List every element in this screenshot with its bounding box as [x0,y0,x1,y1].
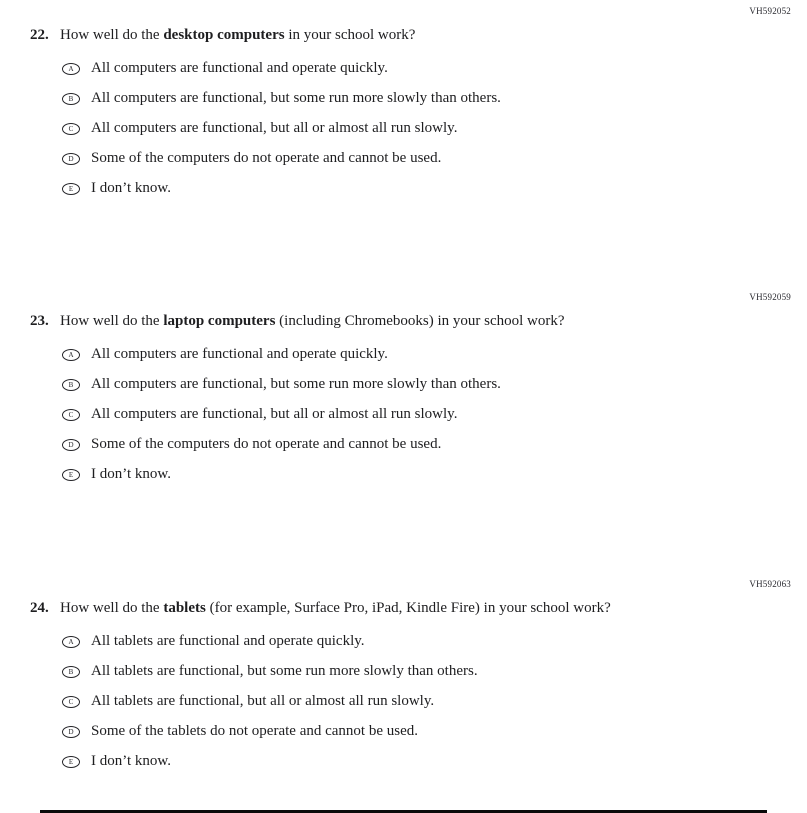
option-bubble-icon[interactable]: C [62,409,80,421]
option-label: Some of the computers do not operate and cannot be used. [91,436,442,452]
options-list [62,345,807,484]
option-bubble-icon[interactable]: E [62,756,80,768]
option-label: All computers are functional and operate quickly. [91,346,388,362]
option-label: Some of the tablets do not operate and cannot be used. [91,723,418,739]
option-bubble-icon[interactable]: B [62,93,80,105]
question-prompt-row [0,26,807,45]
prompt-bold: desktop computers [163,27,285,43]
answer-option-a[interactable] [62,345,807,364]
question-number: 22. [30,27,49,43]
option-bubble-icon[interactable]: D [62,153,80,165]
options-list [62,59,807,198]
prompt-post: in your school work? [284,27,416,43]
option-bubble-icon[interactable]: E [62,469,80,481]
question-prompt-row [0,599,807,618]
answer-option-e[interactable] [62,179,807,198]
question-text [60,599,611,618]
option-bubble-icon[interactable]: B [62,666,80,678]
option-label: All tablets are functional and operate quickly. [91,633,365,649]
question-22 [0,5,807,209]
option-bubble-icon[interactable]: C [62,123,80,135]
option-bubble-icon[interactable]: D [62,439,80,451]
question-prompt-row [0,312,807,331]
question-number: 24. [30,600,49,616]
answer-option-e[interactable] [62,465,807,484]
question-24 [0,578,807,782]
options-list [62,632,807,771]
option-label: All tablets are functional, but some run more slowly than others. [91,663,478,679]
answer-option-d[interactable] [62,149,807,168]
answer-option-c[interactable] [62,405,807,424]
answer-option-a[interactable] [62,632,807,651]
option-label: I don’t know. [91,753,171,769]
option-label: I don’t know. [91,180,171,196]
item-code: VH592063 [749,579,791,589]
answer-option-d[interactable] [62,435,807,454]
option-bubble-icon[interactable]: B [62,379,80,391]
item-code: VH592052 [749,6,791,16]
option-label: All tablets are functional, but all or almost all run slowly. [91,693,435,709]
answer-option-c[interactable] [62,692,807,711]
answer-option-b[interactable] [62,89,807,108]
option-bubble-icon[interactable]: E [62,183,80,195]
item-code: VH592059 [749,292,791,302]
answer-option-b[interactable] [62,375,807,394]
answer-option-d[interactable] [62,722,807,741]
option-label: All computers are functional, but some run more slowly than others. [91,376,501,392]
option-label: All computers are functional, but some run more slowly than others. [91,90,501,106]
answer-option-b[interactable] [62,662,807,681]
prompt-bold: tablets [163,600,206,616]
option-bubble-icon[interactable]: D [62,726,80,738]
option-label: All computers are functional and operate quickly. [91,60,388,76]
option-label: I don’t know. [91,466,171,482]
prompt-pre: How well do the [60,27,164,43]
option-bubble-icon[interactable]: C [62,696,80,708]
prompt-pre: How well do the [60,313,164,329]
prompt-bold: laptop computers [163,313,276,329]
answer-option-e[interactable] [62,752,807,771]
option-label: All computers are functional, but all or almost all run slowly. [91,120,458,136]
prompt-post: (including Chromebooks) in your school work? [275,313,565,329]
question-number: 23. [30,313,49,329]
answer-option-a[interactable] [62,59,807,78]
prompt-pre: How well do the [60,600,164,616]
question-23 [0,291,807,495]
option-bubble-icon[interactable]: A [62,349,80,361]
option-bubble-icon[interactable]: A [62,63,80,75]
option-label: Some of the computers do not operate and cannot be used. [91,150,442,166]
option-label: All computers are functional, but all or almost all run slowly. [91,406,458,422]
answer-option-c[interactable] [62,119,807,138]
prompt-post: (for example, Surface Pro, iPad, Kindle Fire) in your school work? [205,600,611,616]
question-text [60,312,565,331]
option-bubble-icon[interactable]: A [62,636,80,648]
question-text [60,26,415,45]
